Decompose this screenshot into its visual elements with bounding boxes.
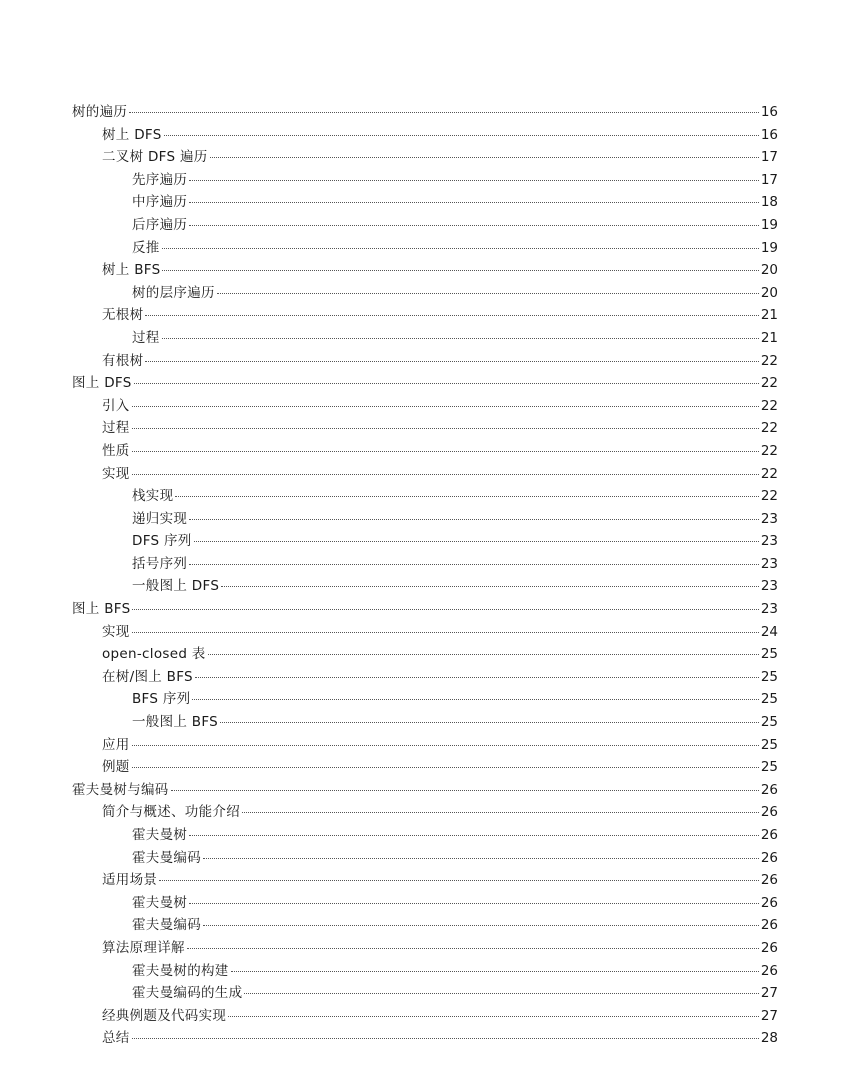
toc-entry[interactable] bbox=[72, 101, 778, 124]
toc-entry-page-number: 25 bbox=[760, 646, 778, 663]
dot-leader bbox=[244, 992, 758, 994]
dot-leader bbox=[145, 314, 758, 316]
toc-entry[interactable] bbox=[72, 327, 778, 350]
toc-entry-title: 霍夫曼树与编码 bbox=[72, 781, 169, 798]
toc-entry[interactable] bbox=[72, 937, 778, 960]
toc-entry-title: 树上 BFS bbox=[102, 262, 161, 279]
toc-entry-title: 过程 bbox=[102, 420, 130, 437]
toc-entry-page-number: 26 bbox=[760, 917, 778, 934]
toc-entry-title: 过程 bbox=[132, 329, 160, 346]
dot-leader bbox=[189, 834, 759, 836]
dot-leader bbox=[192, 698, 758, 700]
dot-leader bbox=[189, 201, 759, 203]
dot-leader bbox=[162, 247, 759, 249]
toc-entry-title: 在树/图上 BFS bbox=[102, 668, 193, 685]
toc-entry-page-number: 17 bbox=[760, 149, 778, 166]
toc-entry[interactable] bbox=[72, 960, 778, 983]
toc-entry-page-number: 17 bbox=[760, 171, 778, 188]
toc-entry-title: 经典例题及代码实现 bbox=[102, 1007, 227, 1024]
toc-entry-page-number: 23 bbox=[760, 578, 778, 595]
toc-entry[interactable] bbox=[72, 575, 778, 598]
toc-entry-title: 适用场景 bbox=[102, 872, 158, 889]
toc-entry-page-number: 25 bbox=[760, 714, 778, 731]
toc-entry-page-number: 16 bbox=[760, 126, 778, 143]
toc-entry-page-number: 26 bbox=[760, 781, 778, 798]
dot-leader bbox=[208, 653, 759, 655]
toc-entry-title: 有根树 bbox=[102, 352, 144, 369]
toc-entry[interactable] bbox=[72, 553, 778, 576]
toc-entry-title: 递归实现 bbox=[132, 510, 188, 527]
toc-entry-page-number: 22 bbox=[760, 488, 778, 505]
toc-entry[interactable] bbox=[72, 124, 778, 147]
toc-entry[interactable] bbox=[72, 779, 778, 802]
toc-entry-title: 反推 bbox=[132, 239, 160, 256]
toc-entry-title: 霍夫曼编码的生成 bbox=[132, 985, 243, 1002]
dot-leader bbox=[189, 902, 759, 904]
toc-entry[interactable] bbox=[72, 643, 778, 666]
dot-leader bbox=[189, 563, 759, 565]
dot-leader bbox=[164, 134, 759, 136]
dot-leader bbox=[231, 970, 759, 972]
toc-entry[interactable] bbox=[72, 372, 778, 395]
toc-entry-page-number: 26 bbox=[760, 894, 778, 911]
toc-entry-page-number: 22 bbox=[760, 397, 778, 414]
toc-entry[interactable] bbox=[72, 1005, 778, 1028]
toc-entry-page-number: 21 bbox=[760, 329, 778, 346]
toc-entry-page-number: 22 bbox=[760, 352, 778, 369]
toc-entry[interactable] bbox=[72, 869, 778, 892]
toc-entry[interactable] bbox=[72, 237, 778, 260]
toc-entry[interactable] bbox=[72, 892, 778, 915]
dot-leader bbox=[132, 766, 759, 768]
toc-entry-page-number: 20 bbox=[760, 262, 778, 279]
dot-leader bbox=[159, 879, 759, 881]
toc-entry-title: 图上 BFS bbox=[72, 601, 131, 618]
toc-entry-page-number: 25 bbox=[760, 736, 778, 753]
dot-leader bbox=[162, 337, 759, 339]
toc-entry[interactable] bbox=[72, 1027, 778, 1050]
dot-leader bbox=[203, 924, 759, 926]
toc-entry-page-number: 21 bbox=[760, 307, 778, 324]
toc-entry[interactable] bbox=[72, 395, 778, 418]
table-of-contents bbox=[72, 101, 778, 1050]
toc-entry-page-number: 23 bbox=[760, 533, 778, 550]
toc-entry[interactable] bbox=[72, 508, 778, 531]
toc-entry-title: 性质 bbox=[102, 442, 130, 459]
toc-entry-page-number: 28 bbox=[760, 1030, 778, 1047]
toc-entry-title: 算法原理详解 bbox=[102, 939, 185, 956]
toc-entry-page-number: 19 bbox=[760, 239, 778, 256]
dot-leader bbox=[187, 947, 759, 949]
toc-entry-page-number: 25 bbox=[760, 668, 778, 685]
dot-leader bbox=[220, 721, 759, 723]
dot-leader bbox=[195, 676, 759, 678]
toc-entry-page-number: 26 bbox=[760, 827, 778, 843]
toc-entry-page-number: 22 bbox=[760, 375, 778, 392]
toc-entry[interactable] bbox=[72, 485, 778, 508]
toc-entry[interactable] bbox=[72, 530, 778, 553]
toc-entry[interactable] bbox=[72, 801, 778, 824]
toc-entry[interactable] bbox=[72, 146, 778, 169]
dot-leader bbox=[134, 382, 759, 384]
toc-entry-page-number: 20 bbox=[760, 284, 778, 301]
dot-leader bbox=[132, 427, 759, 429]
dot-leader bbox=[132, 631, 759, 633]
toc-entry-title: 简介与概述、功能介绍 bbox=[102, 804, 240, 821]
toc-entry-page-number: 26 bbox=[760, 962, 778, 979]
toc-entry[interactable] bbox=[72, 688, 778, 711]
toc-entry[interactable] bbox=[72, 191, 778, 214]
toc-entry[interactable] bbox=[72, 824, 778, 847]
toc-entry[interactable] bbox=[72, 598, 778, 621]
toc-entry-title: 后序遍历 bbox=[132, 216, 188, 233]
toc-entry[interactable] bbox=[72, 282, 778, 305]
toc-entry[interactable] bbox=[72, 621, 778, 644]
toc-entry-page-number: 22 bbox=[760, 420, 778, 437]
toc-entry[interactable] bbox=[72, 847, 778, 870]
toc-entry-page-number: 26 bbox=[760, 804, 778, 821]
dot-leader bbox=[129, 111, 759, 113]
toc-entry[interactable] bbox=[72, 214, 778, 237]
toc-entry-page-number: 16 bbox=[760, 104, 778, 120]
toc-entry-title: 无根树 bbox=[102, 307, 144, 324]
toc-entry-title: 霍夫曼编码 bbox=[132, 849, 201, 866]
dot-leader bbox=[221, 585, 759, 587]
toc-entry-page-number: 22 bbox=[760, 465, 778, 482]
dot-leader bbox=[132, 473, 759, 475]
toc-entry[interactable] bbox=[72, 756, 778, 779]
toc-entry-title: 图上 DFS bbox=[72, 375, 132, 392]
dot-leader bbox=[242, 811, 759, 813]
toc-entry-page-number: 26 bbox=[760, 849, 778, 866]
toc-entry-page-number: 26 bbox=[760, 939, 778, 956]
dot-leader bbox=[194, 540, 759, 542]
toc-entry-page-number: 27 bbox=[760, 985, 778, 1002]
toc-entry-page-number: 23 bbox=[760, 510, 778, 527]
toc-entry-title: BFS 序列 bbox=[132, 691, 191, 708]
toc-entry-title: 括号序列 bbox=[132, 555, 188, 572]
toc-entry[interactable] bbox=[72, 982, 778, 1005]
toc-entry-title: DFS 序列 bbox=[132, 533, 192, 550]
dot-leader bbox=[132, 744, 759, 746]
toc-entry-title: 应用 bbox=[102, 736, 130, 753]
toc-entry[interactable] bbox=[72, 666, 778, 689]
toc-entry-title: 先序遍历 bbox=[132, 171, 188, 188]
toc-entry-title: open-closed 表 bbox=[102, 646, 206, 663]
dot-leader bbox=[203, 857, 759, 859]
toc-entry[interactable] bbox=[72, 914, 778, 937]
toc-entry-title: 树的层序遍历 bbox=[132, 284, 215, 301]
toc-entry-page-number: 18 bbox=[760, 194, 778, 211]
toc-entry-title: 栈实现 bbox=[132, 488, 174, 505]
toc-entry-title: 实现 bbox=[102, 623, 130, 640]
toc-entry-title: 中序遍历 bbox=[132, 194, 188, 211]
toc-entry-title: 实现 bbox=[102, 465, 130, 482]
toc-entry-title: 一般图上 BFS bbox=[132, 714, 219, 731]
dot-leader bbox=[189, 224, 759, 226]
toc-entry-page-number: 26 bbox=[760, 872, 778, 889]
toc-entry-title: 霍夫曼编码 bbox=[132, 917, 201, 934]
dot-leader bbox=[132, 405, 759, 407]
toc-entry-page-number: 23 bbox=[760, 601, 778, 618]
dot-leader bbox=[210, 156, 759, 158]
toc-entry-title: 霍夫曼树 bbox=[132, 827, 188, 843]
dot-leader bbox=[132, 450, 759, 452]
dot-leader bbox=[171, 789, 759, 791]
toc-entry-page-number: 25 bbox=[760, 759, 778, 776]
toc-entry-page-number: 27 bbox=[760, 1007, 778, 1024]
toc-entry[interactable] bbox=[72, 169, 778, 192]
dot-leader bbox=[217, 292, 759, 294]
toc-entry[interactable] bbox=[72, 711, 778, 734]
toc-entry-page-number: 25 bbox=[760, 691, 778, 708]
dot-leader bbox=[175, 495, 758, 497]
toc-entry-title: 霍夫曼树 bbox=[132, 894, 188, 911]
toc-entry[interactable] bbox=[72, 259, 778, 282]
dot-leader bbox=[162, 269, 758, 271]
dot-leader bbox=[228, 1015, 759, 1017]
dot-leader bbox=[189, 518, 759, 520]
toc-entry-page-number: 24 bbox=[760, 623, 778, 640]
toc-entry[interactable] bbox=[72, 417, 778, 440]
toc-entry-title: 树的遍历 bbox=[72, 104, 128, 120]
toc-entry-page-number: 22 bbox=[760, 442, 778, 459]
toc-entry[interactable] bbox=[72, 304, 778, 327]
toc-entry-title: 二叉树 DFS 遍历 bbox=[102, 149, 208, 166]
dot-leader bbox=[132, 1037, 759, 1039]
dot-leader bbox=[132, 608, 758, 610]
toc-entry-title: 总结 bbox=[102, 1030, 130, 1047]
toc-entry-title: 例题 bbox=[102, 759, 130, 776]
toc-entry-title: 树上 DFS bbox=[102, 126, 162, 143]
dot-leader bbox=[145, 360, 758, 362]
toc-entry-title: 引入 bbox=[102, 397, 130, 414]
toc-entry[interactable] bbox=[72, 734, 778, 757]
toc-entry[interactable] bbox=[72, 350, 778, 373]
dot-leader bbox=[189, 179, 759, 181]
toc-entry-page-number: 23 bbox=[760, 555, 778, 572]
toc-entry[interactable] bbox=[72, 463, 778, 486]
toc-entry-page-number: 19 bbox=[760, 216, 778, 233]
toc-entry-title: 一般图上 DFS bbox=[132, 578, 220, 595]
toc-entry-title: 霍夫曼树的构建 bbox=[132, 962, 229, 979]
toc-entry[interactable] bbox=[72, 440, 778, 463]
